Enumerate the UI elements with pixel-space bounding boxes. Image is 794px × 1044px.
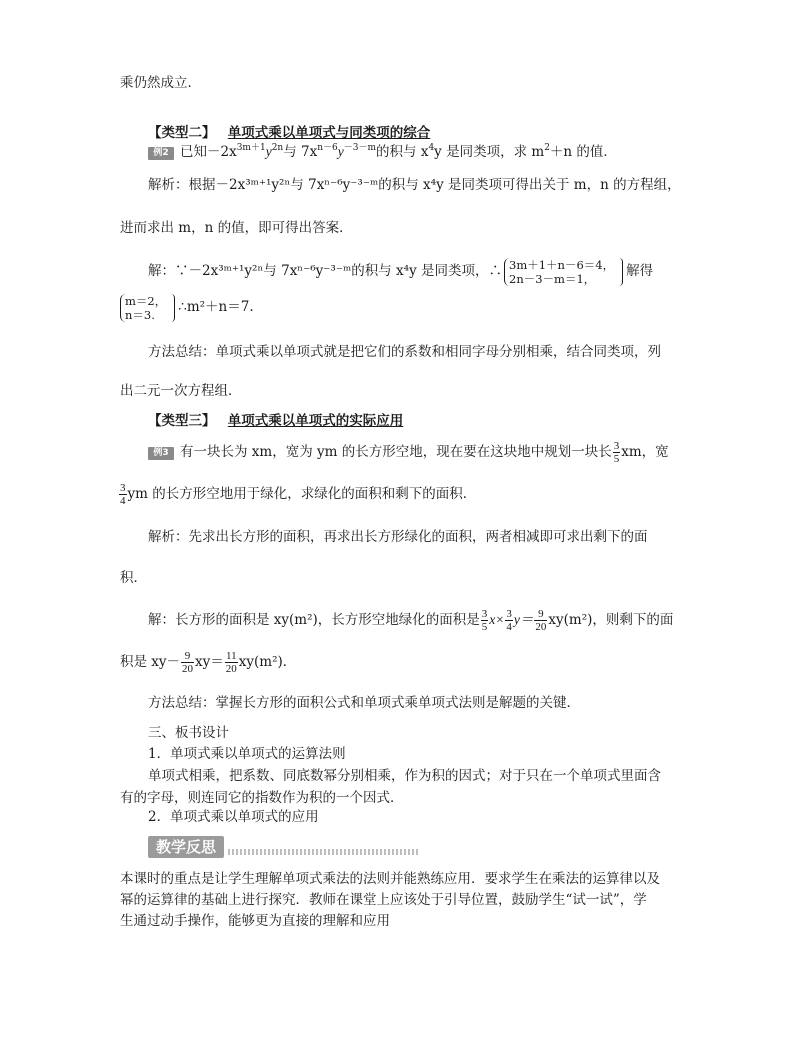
- board-item2: 2．单项式乘以单项式的应用: [148, 809, 319, 825]
- sol-x: x×: [489, 612, 505, 627]
- example3-solution-text-a: 解：长方形的面积是 xy(m²)，长方形空地绿化的面积是: [148, 612, 480, 628]
- example2-part-g: ＋n 的值．: [549, 144, 617, 160]
- sol-f4-den: 20: [182, 663, 194, 675]
- example2-part-c: 与 7x: [283, 144, 318, 160]
- example3-analysis-line1: 解析：先求出长方形的面积，再求出长方形绿化的面积，两者相减即可求出剩下的面: [148, 529, 648, 545]
- example2-analysis-line1: 解析：根据－2x³ᵐ⁺¹y²ⁿ与 7xⁿ⁻⁶y⁻³⁻ᵐ的积与 x⁴y 是同类项可得出关于 m，n 的方程组，: [148, 177, 681, 193]
- example2-problem: [148, 143, 617, 161]
- sol-f4-num: 9: [181, 650, 194, 663]
- example3-badge: 例3: [148, 447, 174, 460]
- example2-sup3: n－6: [317, 143, 338, 153]
- example3-solution-line2: [120, 646, 296, 678]
- example2-sup6: 2: [544, 143, 550, 153]
- equation-system: [504, 258, 614, 286]
- type2-summary-line1: 方法总结：单项式乘以单项式就是把它们的系数和相同字母分别相乘，结合同类项，列: [148, 344, 661, 360]
- brace-close: [619, 258, 623, 286]
- example2-sup4: －3－m: [343, 143, 377, 153]
- example3-problem-line2: [118, 478, 476, 510]
- sol-f5-num: 11: [226, 650, 237, 662]
- frac1-num: 3: [613, 440, 620, 452]
- example2-solution-line1: [148, 256, 653, 286]
- result-eq1: m＝2，: [125, 293, 167, 308]
- sol-f2-den: 4: [506, 621, 512, 633]
- example2-part-d: y: [337, 144, 344, 159]
- result-system: [120, 294, 166, 322]
- system-eq1: 3m＋1＋n－6＝4，: [509, 257, 615, 272]
- reflection-section-header: [148, 836, 418, 858]
- frac1-den: 5: [613, 453, 620, 465]
- fraction-3-4: [119, 482, 127, 507]
- example3-problem-text-b: xm，宽: [621, 444, 669, 460]
- sol-fraction-3-5: [481, 608, 489, 633]
- system-eq2: 2n－3－m＝1，: [509, 271, 596, 286]
- example3-solution-text-d: xy＝: [195, 654, 224, 670]
- board-heading: 三、板书设计: [148, 725, 229, 741]
- dotted-divider: [228, 849, 418, 855]
- example3-analysis-line2: 积．: [120, 570, 147, 586]
- board-item1: 1．单项式乘以单项式的运算法则: [148, 746, 346, 762]
- type2-label: 【类型二】: [148, 125, 216, 141]
- sol-fraction-9-20: [534, 608, 547, 633]
- fraction-3-5: [613, 440, 621, 465]
- type3-title: 单项式乘以单项式的实际应用: [227, 413, 404, 429]
- type2-heading: [148, 124, 430, 142]
- example2-sup5: 4: [428, 143, 435, 153]
- example2-part-b: y: [265, 144, 272, 159]
- type3-summary: 方法总结：掌握长方形的面积公式和单项式乘单项式法则是解题的关键．: [148, 695, 580, 711]
- sol-f1-num: 3: [481, 608, 488, 620]
- reflection-label: 教学反思: [148, 836, 224, 858]
- example2-solution-text: 解：∵－2x³ᵐ⁺¹y²ⁿ与 7xⁿ⁻⁶y⁻³⁻ᵐ的积与 x⁴y 是同类项，∴: [148, 263, 502, 279]
- sol-y: y＝: [513, 612, 534, 627]
- example2-sup2: 2n: [271, 143, 284, 153]
- frac2-den: 4: [120, 495, 126, 507]
- result-brace-close: [171, 294, 175, 322]
- sol-fraction-9-20-b: [181, 650, 194, 675]
- example2-badge: 例2: [148, 147, 174, 160]
- example2-part-a: 已知－2x: [180, 144, 237, 160]
- example3-solution-line1: [148, 604, 673, 636]
- sol-f3-den: 20: [535, 621, 547, 633]
- sol-fraction-3-4: [505, 608, 513, 633]
- board-item1-body-line2: 有的字母，则连同它的指数作为积的一个因式．: [120, 790, 404, 806]
- type3-label: 【类型三】: [148, 413, 216, 429]
- example2-solution-solve: 解得: [626, 263, 654, 279]
- sol-f3-num: 9: [534, 608, 547, 621]
- type2-summary-line2: 出二元一次方程组．: [120, 383, 242, 399]
- example2-sup1: 3m＋1: [236, 143, 266, 153]
- sol-f2-num: 3: [506, 608, 512, 620]
- example3-problem-text-a: 有一块长为 xm，宽为 ym 的长方形空地，现在要在这块地中规划一块长: [180, 444, 612, 460]
- type3-heading: [148, 412, 403, 430]
- example2-part-f: y 是同类项，求 m: [434, 144, 545, 160]
- intro-tail-text: 乘仍然成立．: [120, 75, 201, 91]
- reflection-line1: 本课时的重点是让学生理解单项式乘法的法则并能熟练应用．要求学生在乘法的运算律以及: [120, 871, 660, 887]
- example2-solution-line2: [118, 292, 254, 322]
- example2-result-text: ∴m²＋n＝7.: [178, 299, 254, 315]
- example3-solution-text-c: 积是 xy－: [120, 654, 181, 670]
- reflection-line3: 生通过动手操作，能够更为直接的理解和应用: [120, 913, 390, 929]
- reflection-line2: 幂的运算律的基础上进行探究．教师在课堂上应该处于引导位置，鼓励学生“试一试”，学: [120, 892, 647, 908]
- board-item1-body-line1: 单项式相乘，把系数、同底数幂分别相乘，作为积的因式；对于只在一个单项式里面含: [148, 768, 661, 784]
- sol-fraction-11-20: [225, 650, 238, 675]
- example3-solution-text-e: xy(m²)．: [238, 654, 297, 670]
- frac2-num: 3: [120, 482, 126, 494]
- type2-title: 单项式乘以单项式与同类项的综合: [227, 125, 431, 141]
- result-eq2: n＝3.: [125, 307, 155, 322]
- example2-part-e: 的积与 x: [376, 144, 429, 160]
- sol-f1-den: 5: [481, 621, 488, 633]
- example3-solution-text-b: xy(m²)，则剩下的面: [548, 612, 674, 628]
- example3-problem-line1: [148, 436, 669, 468]
- example2-analysis-line2: 进而求出 m，n 的值，即可得出答案．: [120, 220, 353, 236]
- sol-f5-den: 20: [225, 663, 237, 675]
- example3-problem-text-c: ym 的长方形空地用于绿化，求绿化的面积和剩下的面积．: [127, 486, 477, 502]
